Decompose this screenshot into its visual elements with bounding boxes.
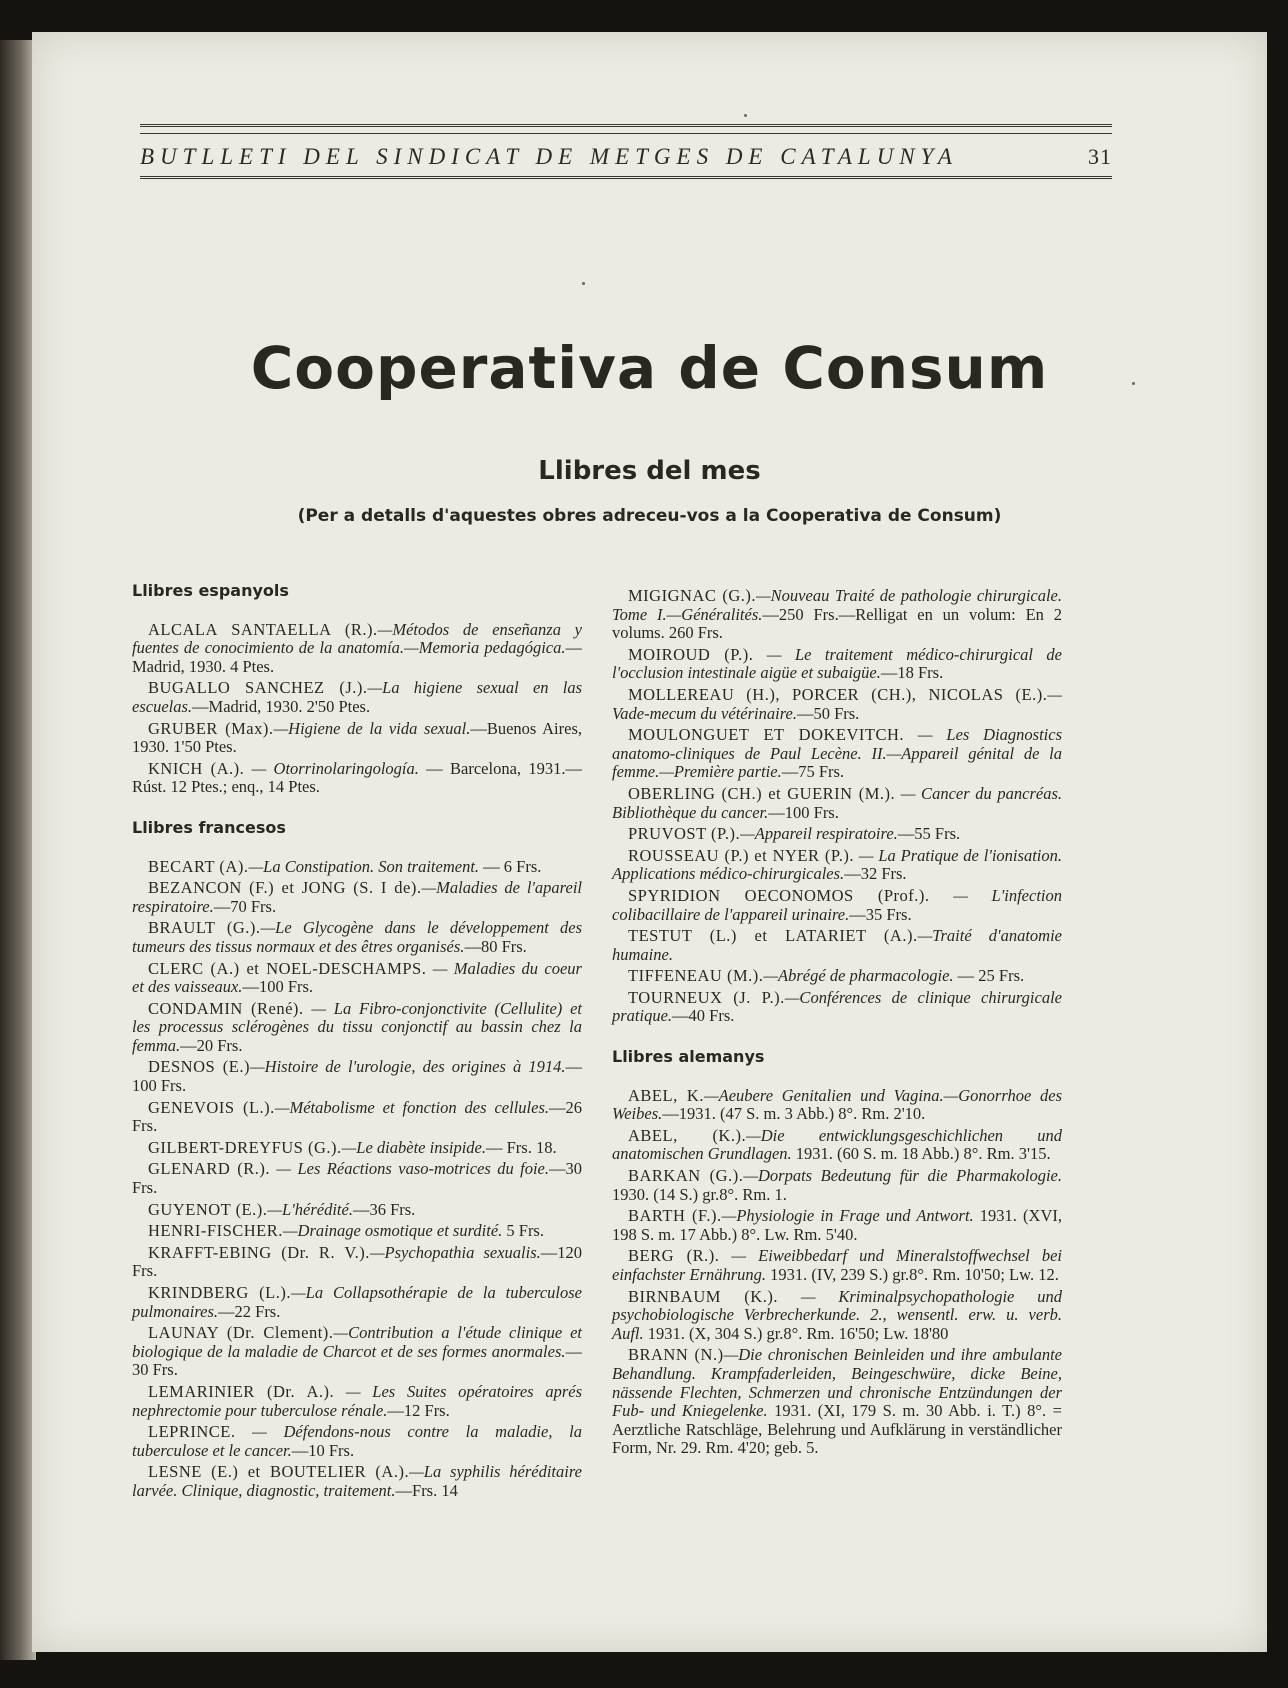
book-details: — Barcelona, 1931.—Rúst. 12 Ptes.; enq., 14 Ptes. [132, 758, 582, 797]
document-page [32, 32, 1267, 1652]
running-header [140, 124, 1112, 182]
book-title: —La higiene sexual en las escuelas. [132, 678, 582, 716]
book-entry [612, 1207, 1062, 1244]
book-details: 1931. (XVI, 198 S. m. 17 Abb.) 8°. Lw. Rm. 5'40. [612, 1206, 1062, 1244]
book-entry [612, 887, 1062, 924]
section-heading: Llibres espanyols [132, 581, 289, 600]
book-title: —La syphilis héréditaire larvée. Clinique, diagnostic, traitement. [132, 1462, 582, 1500]
book-title: —Appareil respiratoire. [740, 824, 898, 844]
section-heading: Llibres francesos [132, 817, 286, 837]
book-author: GRUBER (Max). [148, 718, 274, 738]
book-entry [612, 1127, 1062, 1164]
book-details: —Buenos Aires, 1930. 1'50 Ptes. [132, 718, 582, 757]
book-entry [612, 825, 1062, 844]
book-author: LAUNAY (Dr. Clement). [148, 1323, 334, 1343]
book-entry [132, 1244, 582, 1281]
book-author: TESTUT (L.) et LATARIET (A.). [628, 926, 918, 946]
book-author: GUYENOT (E.). [148, 1199, 268, 1219]
book-details: —75 Frs. [781, 762, 845, 782]
book-author: BEZANCON (F.) et JONG (S. I de). [148, 878, 422, 898]
book-author: KNICH (A.). [148, 758, 245, 778]
book-author: KRINDBERG (L.). [148, 1283, 291, 1302]
book-details: —Madrid, 1930. 2'50 Ptes. [192, 696, 371, 716]
book-details: —55 Frs. [897, 824, 961, 844]
book-entry [132, 858, 582, 877]
book-entry [132, 1000, 582, 1056]
book-title: —Métodos de enseñanza y fuentes de conocimiento de la anatomía.—Memoria pedagógica. [132, 619, 582, 658]
book-title: — La Pratique de l'ionisation. Applications médico-chirurgicales. [612, 845, 1062, 884]
book-title: —Die chronischen Beinleiden und ihre ambulante Behandlung. Krampfaderleiden, Beingeschwüre, dicke Beine, nässende Flechten, Schmerzen und chronische Entzündungen der Fub- und Kniegelenke. [612, 1345, 1062, 1421]
book-author: BARKAN (G.). [628, 1166, 744, 1186]
book-entry [132, 760, 582, 797]
book-author: LESNE (E.) et BOUTELIER (A.). [148, 1462, 410, 1482]
book-details: —50 Frs. [796, 703, 860, 723]
book-entry [612, 686, 1062, 723]
book-entry [132, 960, 582, 997]
book-details: —20 Frs. [180, 1035, 243, 1055]
book-details: —18 Frs. [880, 663, 944, 683]
book-title: —Métabolisme et fonction des cellules. [274, 1097, 550, 1117]
book-author: TIFFENEAU (M.). [628, 966, 764, 986]
book-details: — 25 Frs. [953, 966, 1025, 986]
book-title: — Eiweibbedarf und Mineralstoffwechsel bei einfachster Ernährung. [612, 1246, 1063, 1284]
book-details: 1931. (X, 304 S.) gr.8°. Rm. 16'50; Lw. 18'80 [643, 1323, 949, 1343]
book-author: BECART (A). [148, 856, 249, 876]
book-details: 1931. (60 S. m. 18 Abb.) 8°. Rm. 3'15. [791, 1144, 1051, 1164]
book-author: SPYRIDION OECONOMOS (Prof.). [628, 885, 930, 905]
book-entry [132, 1423, 582, 1460]
book-entry [612, 1288, 1062, 1344]
book-entry [132, 919, 582, 956]
book-entry [132, 1463, 582, 1500]
book-title: —Vade-mecum du vétérinaire. [612, 684, 1062, 723]
book-title: — Maladies du coeur et des vaisseaux. [132, 958, 582, 997]
book-author: HENRI-FISCHER. [148, 1221, 283, 1241]
book-author: LEPRINCE. [148, 1422, 236, 1442]
intro-note: (Per a detalls d'aquestes obres adreceu-vos a la Cooperativa de Consum) [297, 506, 1002, 526]
book-entry [612, 1247, 1062, 1284]
book-title: — Kriminalpsychopathologie und psychobiologische Verbrecherkunde. 2., wensentl. erw. u. verb. Aufl. [612, 1286, 1062, 1343]
book-title: — Défendons-nous contre la maladie, la tuberculose et le cancer. [132, 1422, 582, 1460]
book-entry [612, 1167, 1062, 1204]
book-author: CONDAMIN (René). [148, 998, 304, 1018]
book-title: —L'hérédité. [267, 1199, 353, 1219]
book-entry [132, 1099, 582, 1136]
speck [744, 114, 747, 117]
book-author: BRAULT (G.). [148, 918, 261, 938]
book-entry [132, 621, 582, 677]
book-details: —35 Frs. [849, 904, 912, 924]
book-details: —22 Frs. [218, 1301, 281, 1321]
book-title: —Aeubere Genitalien und Vagina.—Gonorrhoe des Weibes. [612, 1085, 1062, 1124]
book-entry [612, 847, 1062, 884]
book-title: —Nouveau Traité de pathologie chirurgicale. Tome I.—Généralités. [612, 586, 1063, 624]
book-entry [132, 1222, 582, 1241]
book-author: MOLLEREAU (H.), PORCER (CH.), NICOLAS (E.). [628, 684, 1048, 704]
book-entry [132, 1284, 582, 1321]
book-title: —La Constipation. Son traitement. [248, 856, 480, 876]
book-title: — Cancer du pancréas. Bibliothèque du cancer. [612, 783, 1063, 822]
book-entry [132, 1324, 582, 1380]
book-details: —36 Frs. [352, 1199, 416, 1219]
book-details: 5 Frs. [502, 1221, 544, 1241]
header-rule [140, 124, 1112, 131]
book-entry [132, 879, 582, 916]
page-number: 31 [1088, 144, 1112, 169]
book-author: BRANN (N.) [628, 1345, 724, 1365]
book-title: —Physiologie in Frage und Antwort. [721, 1206, 974, 1226]
book-title: — Les Réactions vaso-motrices du foie. [269, 1159, 549, 1179]
book-entry [132, 1201, 582, 1220]
journal-title: BUTLLETI DEL SINDICAT DE METGES DE CATALUNYA [140, 144, 958, 169]
book-author: TOURNEUX (J. P.). [628, 987, 785, 1007]
book-title: —Higiene de la vida sexual. [273, 718, 471, 738]
book-author: BUGALLO SANCHEZ (J.). [148, 678, 368, 698]
book-author: BIRNBAUM (K.). [628, 1286, 778, 1306]
book-author: GLENARD (R.). [148, 1159, 270, 1179]
book-title: —Abrégé de pharmacologie. [763, 966, 954, 986]
book-entry [612, 989, 1062, 1026]
book-title: —Dorpats Bedeutung für die Pharmakologie. [743, 1166, 1062, 1186]
left-column [132, 582, 582, 1504]
book-details: 1931. (IV, 239 S.) gr.8°. Rm. 10'50; Lw. 12. [766, 1265, 1059, 1284]
page-title: Cooperativa de Consum [250, 334, 1049, 402]
book-author: GILBERT-DREYFUS (G.). [148, 1137, 342, 1157]
book-details: —100 Frs. [132, 1057, 583, 1096]
right-column [612, 587, 1062, 1461]
book-title: —Drainage osmotique et surdité. [282, 1221, 503, 1241]
book-author: MOIROUD (P.). [628, 644, 754, 664]
book-entry [612, 1346, 1062, 1458]
book-title: —Le Glycogène dans le développement des tumeurs des tissus normaux et des êtres organisés. [132, 918, 582, 956]
book-author: MOULONGUET ET DOKEVITCH. [628, 725, 905, 745]
book-author: KRAFFT-EBING (Dr. R. V.). [148, 1242, 370, 1262]
book-details: 1930. (14 S.) gr.8°. Rm. 1. [612, 1184, 787, 1204]
book-details: — Frs. 18. [485, 1137, 557, 1157]
book-title: — Le traitement médico-chirurgical de l'occlusion intestinale aigüe et subaigüe. [612, 644, 1063, 683]
book-entry [132, 1139, 582, 1158]
book-author: ABEL, K. [628, 1085, 704, 1105]
book-author: MIGIGNAC (G.). [628, 586, 756, 605]
book-title: — Otorrinolaringología. [244, 758, 419, 778]
book-author: PRUVOST (P.). [628, 824, 741, 844]
book-author: OBERLING (CH.) et GUERIN (M.). [628, 783, 896, 803]
book-details: —1931. (47 S. m. 3 Abb.) 8°. Rm. 2'10. [662, 1104, 926, 1124]
book-entry [132, 1160, 582, 1197]
book-details: —100 Frs. [242, 977, 314, 997]
book-title: — Les Suites opératoires aprés nephrectomie pour tuberculose rénale. [132, 1381, 582, 1420]
section-heading: Llibres alemanys [612, 1047, 765, 1067]
book-title: —Contribution a l'étude clinique et biologique de la maladie de Charcot et de ses formes anormales. [132, 1323, 582, 1361]
book-entry [612, 927, 1062, 964]
book-title: — Les Diagnostics anatomo-cliniques de Paul Lecène. II.—Appareil génital de la femme.—Première partie. [612, 725, 1062, 782]
book-list-german [612, 1087, 1062, 1458]
book-details: —30 Frs. [132, 1341, 582, 1380]
book-author: BARTH (F.). [628, 1206, 722, 1226]
book-details: —120 Frs. [132, 1242, 582, 1281]
book-title: —Traité d'anatomie humaine. [612, 926, 1062, 964]
header-rule [140, 176, 1112, 182]
speck [582, 282, 585, 285]
book-details: —30 Frs. [132, 1159, 582, 1198]
book-entry [132, 679, 582, 716]
book-title: —Histoire de l'urologie, des origines à 1914. [250, 1057, 566, 1077]
book-title: —Psychopathia sexualis. [369, 1242, 541, 1262]
book-entry [612, 785, 1062, 822]
book-list-spanish [132, 621, 582, 797]
book-author: ALCALA SANTAELLA (R.). [148, 619, 378, 639]
book-details: —40 Frs. [672, 1006, 735, 1026]
book-entry [612, 726, 1062, 782]
book-details: —10 Frs. [291, 1440, 355, 1460]
book-author: BERG (R.). [628, 1246, 720, 1266]
book-entry [612, 646, 1062, 683]
book-author: DESNOS (E.) [148, 1057, 251, 1077]
book-entry [132, 1058, 582, 1095]
book-details: —80 Frs. [464, 936, 527, 956]
book-title: — L'infection colibacillaire de l'appareil urinaire. [612, 885, 1062, 924]
book-details: —Madrid, 1930. 4 Ptes. [132, 638, 582, 676]
page-edge [0, 40, 36, 1660]
book-author: ROUSSEAU (P.) et NYER (P.). [628, 845, 854, 865]
book-details: —70 Frs. [213, 896, 277, 916]
book-title: — La Fibro-conjonctivite (Cellulite) et les processus sclérogènes du tissu conjonctif au bassin chez la femma. [132, 998, 582, 1055]
book-details: —100 Frs. [768, 802, 839, 822]
book-details: — 6 Frs. [479, 856, 542, 876]
book-entry [612, 587, 1062, 643]
book-author: ABEL, (K.). [628, 1125, 747, 1145]
book-details: —250 Frs.—Relligat en un volum: En 2 volums. 260 Frs. [612, 604, 1062, 643]
book-title: —Le diabète insipide. [341, 1137, 486, 1157]
book-title: —Die entwicklungsgeschichlichen und anatomischen Grundlagen. [612, 1125, 1062, 1164]
book-entry [132, 720, 582, 757]
book-author: CLERC (A.) et NOEL-DESCHAMPS. [148, 958, 427, 978]
book-details: —12 Frs. [387, 1400, 450, 1420]
book-author: GENEVOIS (L.). [148, 1097, 275, 1117]
book-author: LEMARINIER (Dr. A.). [148, 1381, 335, 1401]
book-details: —Frs. 14 [395, 1480, 458, 1500]
book-details: —32 Frs. [844, 864, 907, 884]
book-details: 1931. (XI, 179 S. m. 30 Abb. i. T.) 8°. = Aerztliche Ratschläge, Belehrung und Aufklärung in verständlicher Form, Nr. 29. Rm. 4'20; geb. 5. [612, 1401, 1062, 1458]
book-title: —Maladies de l'apareil respiratoire. [132, 878, 582, 916]
book-entry [132, 1383, 582, 1420]
section-subtitle: Llibres del mes [538, 456, 761, 486]
book-list-french [132, 858, 582, 1501]
book-list-french-continued [612, 587, 1062, 1026]
book-title: —Conférences de clinique chirurgicale pratique. [612, 987, 1062, 1026]
book-title: —La Collapsothérapie de la tuberculose pulmonaires. [132, 1283, 582, 1321]
book-entry [612, 967, 1062, 986]
book-entry [612, 1087, 1062, 1124]
book-details: —26 Frs. [132, 1097, 583, 1136]
